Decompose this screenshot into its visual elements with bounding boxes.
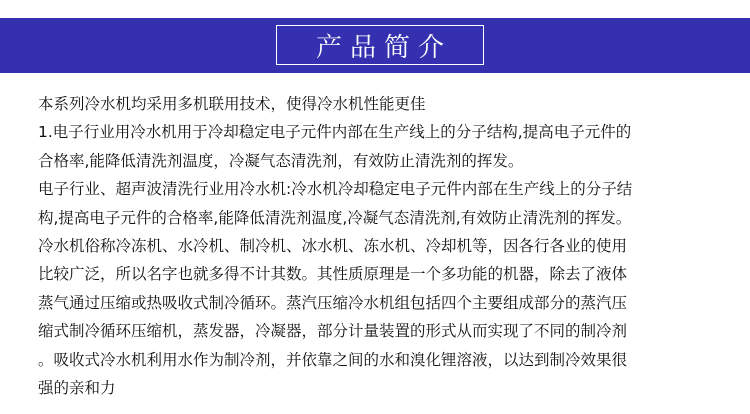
text-line: 强的亲和力 — [38, 379, 116, 398]
text-line: 合格率,能降低清洗剂温度，冷凝气态清洗剂，有效防止清洗剂的挥发。 — [38, 151, 524, 170]
product-description — [38, 90, 718, 402]
text-line: 冷水机俗称冷冻机、水冷机、制冷机、冰水机、冻水机、冷却机等，因各行各业的使用 — [38, 237, 628, 256]
header-banner — [0, 18, 750, 73]
page-title: 产品简介 — [315, 32, 452, 63]
title-frame — [276, 25, 484, 65]
text-line: 蒸气通过压缩或热吸收式制冷循环。蒸汽压缩冷水机组包括四个主要组成部分的蒸汽压 — [38, 293, 628, 312]
text-line: 1.电子行业用冷水机用于冷却稳定电子元件内部在生产线上的分子结构,提高电子元件的 — [38, 123, 632, 142]
text-line: 电子行业、超声波清洗行业用冷水机:冷水机冷却稳定电子元件内部在生产线上的分子结 — [38, 180, 633, 199]
text-line: 比较广泛，所以名字也就多得不计其数。其性质原理是一个多功能的机器，除去了液体 — [38, 265, 628, 284]
text-line: 缩式制冷循环压缩机，蒸发器，冷凝器，部分计量装置的形式从而实现了不同的制冷剂 — [38, 322, 628, 341]
text-line: 构,提高电子元件的合格率,能降低清洗剂温度,冷凝气态清洗剂,有效防止清洗剂的挥发。 — [38, 208, 632, 227]
text-line: 本系列冷水机均采用多机联用技术，使得冷水机性能更佳 — [38, 95, 426, 113]
text-line: 。吸收式冷水机利用水作为制冷剂，并依靠之间的水和溴化锂溶液，以达到制冷效果很 — [38, 350, 628, 369]
